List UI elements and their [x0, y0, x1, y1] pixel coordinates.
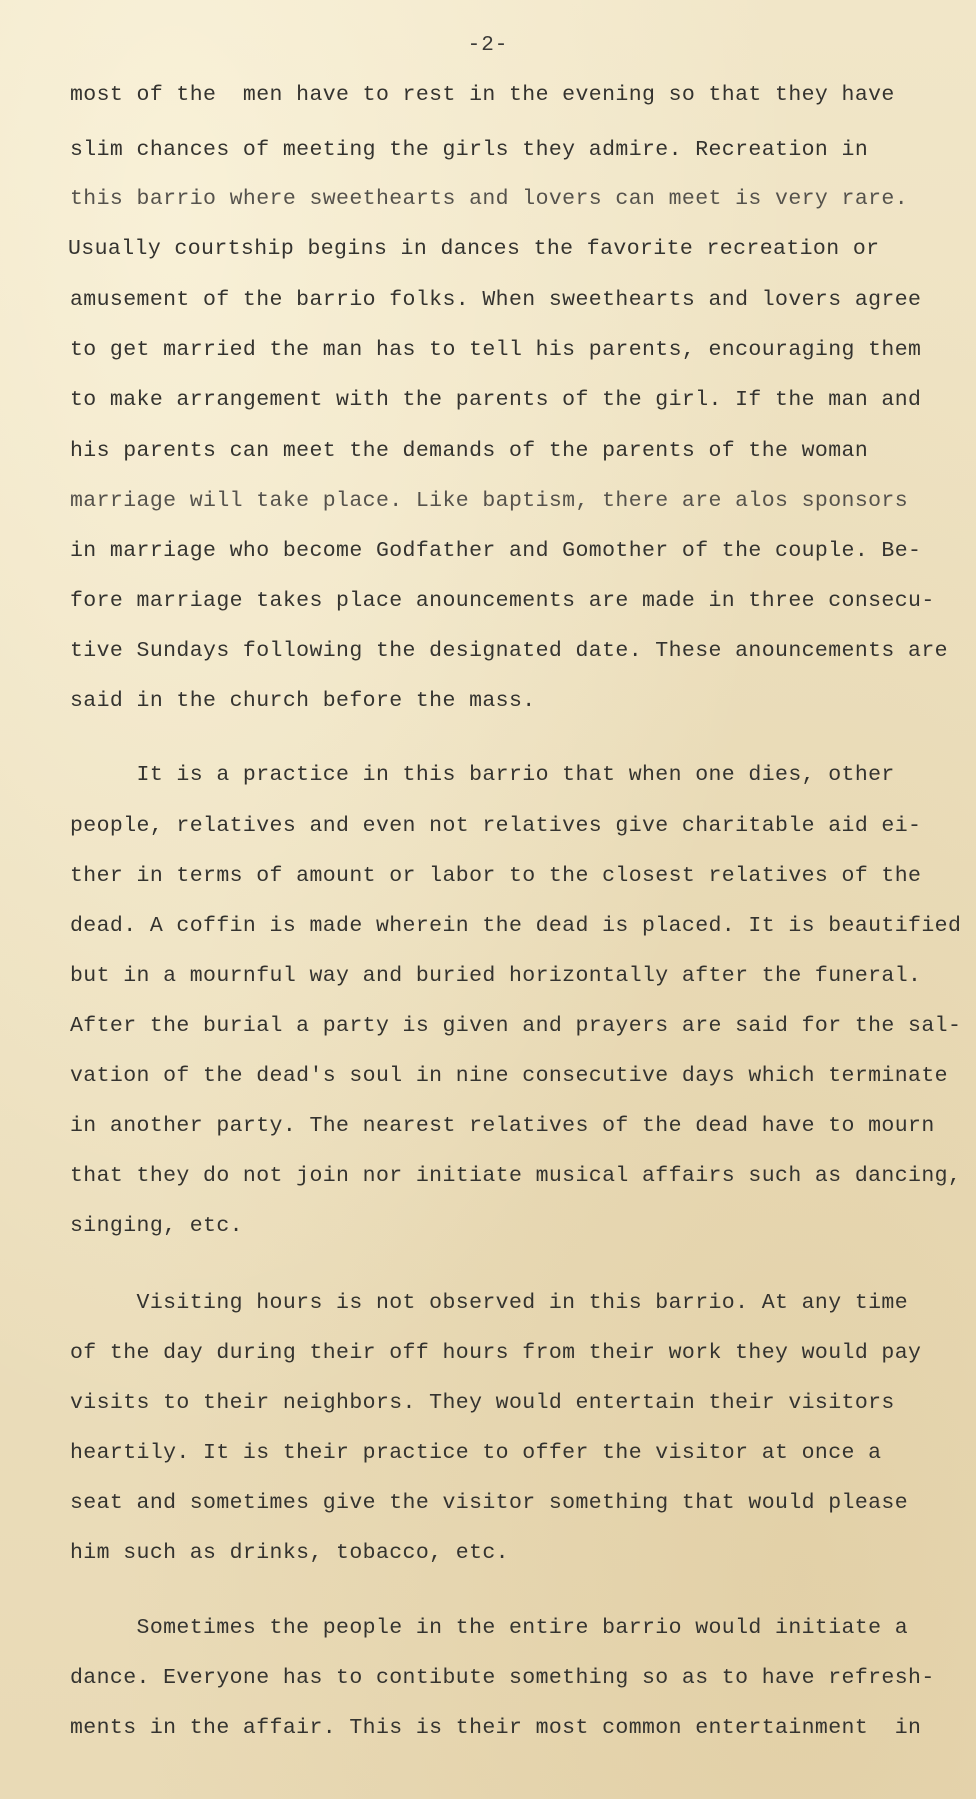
text-line: to get married the man has to tell his parents, encouraging them	[70, 338, 922, 362]
text-line: said in the church before the mass.	[70, 689, 536, 713]
text-line: vation of the dead's soul in nine consecutive days which terminate	[70, 1064, 948, 1088]
text-line: but in a mournful way and buried horizontally after the funeral.	[70, 964, 922, 988]
text-line: singing, etc.	[70, 1214, 243, 1238]
text-line: amusement of the barrio folks. When sweethearts and lovers agree	[70, 288, 922, 312]
text-line: seat and sometimes give the visitor something that would please	[70, 1491, 909, 1515]
text-line: marriage will take place. Like baptism, there are alos sponsors	[70, 489, 909, 513]
text-line: visits to their neighbors. They would entertain their visitors	[70, 1391, 895, 1415]
text-line: Visiting hours is not observed in this barrio. At any time	[70, 1291, 909, 1315]
text-line: tive Sundays following the designated date. These anouncements are	[70, 639, 948, 663]
text-line: in another party. The nearest relatives of the dead have to mourn	[70, 1114, 935, 1138]
text-line: heartily. It is their practice to offer the visitor at once a	[70, 1441, 882, 1465]
text-line: dead. A coffin is made wherein the dead is placed. It is beautified	[70, 914, 962, 938]
text-line: that they do not join nor initiate musical affairs such as dancing,	[70, 1164, 962, 1188]
text-line: people, relatives and even not relatives give charitable aid ei-	[70, 814, 922, 838]
text-line: fore marriage takes place anouncements are made in three consecu-	[70, 589, 935, 613]
text-line: to make arrangement with the parents of the girl. If the man and	[70, 388, 922, 412]
text-line: dance. Everyone has to contibute something so as to have refresh-	[70, 1666, 935, 1690]
text-line: in marriage who become Godfather and Gomother of the couple. Be-	[70, 539, 922, 563]
text-line: slim chances of meeting the girls they admire. Recreation in	[70, 138, 869, 162]
text-line: Usually courtship begins in dances the favorite recreation or	[68, 237, 880, 261]
text-line: this barrio where sweethearts and lovers can meet is very rare.	[70, 187, 909, 211]
text-line: his parents can meet the demands of the parents of the woman	[70, 439, 869, 463]
text-line: It is a practice in this barrio that when one dies, other	[70, 763, 895, 787]
text-line: most of the men have to rest in the evening so that they have	[70, 83, 895, 107]
text-line: of the day during their off hours from their work they would pay	[70, 1341, 922, 1365]
text-line: ther in terms of amount or labor to the closest relatives of the	[70, 864, 922, 888]
text-line: him such as drinks, tobacco, etc.	[70, 1541, 509, 1565]
text-line: After the burial a party is given and prayers are said for the sal-	[70, 1014, 962, 1038]
page-number: -2-	[467, 34, 509, 57]
text-line: Sometimes the people in the entire barrio would initiate a	[70, 1616, 909, 1640]
text-line: ments in the affair. This is their most common entertainment in	[70, 1716, 922, 1740]
